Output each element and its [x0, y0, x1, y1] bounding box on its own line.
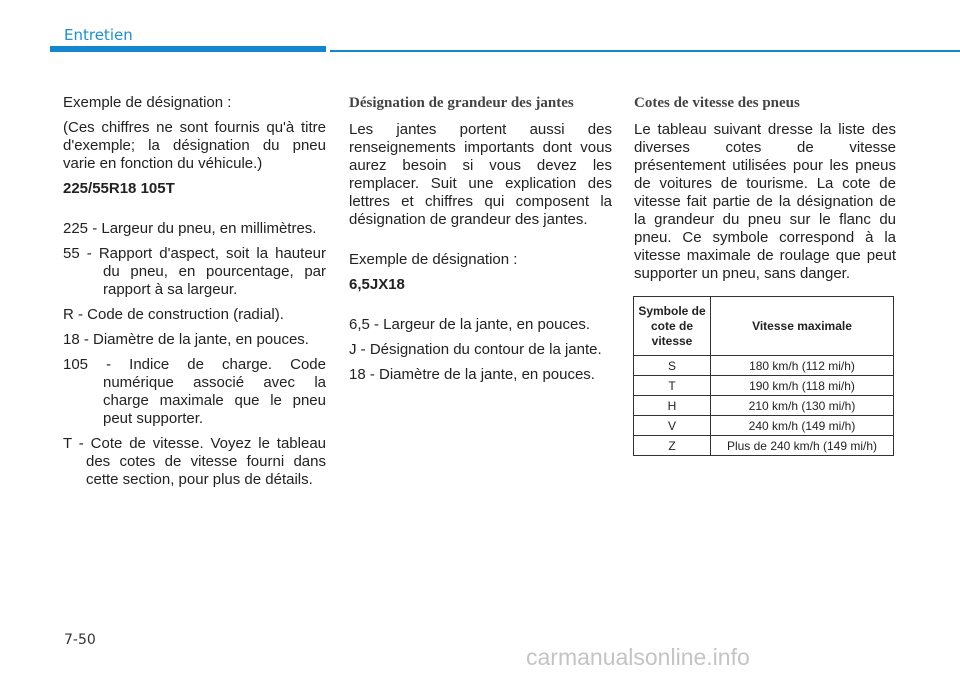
example-intro: Exemple de désignation :	[63, 94, 232, 111]
list-item: 225 - Largeur du pneu, en millimètres.	[63, 220, 317, 237]
column-speed-ratings	[634, 94, 896, 290]
table-row	[634, 376, 894, 396]
table-row	[634, 436, 894, 456]
watermark: carmanualsonline.info	[526, 644, 750, 670]
table-row	[634, 396, 894, 416]
column-tire-designation	[63, 94, 326, 496]
table-cell-symbol: S	[634, 356, 711, 376]
table-cell-speed: Plus de 240 km/h (149 mi/h)	[711, 436, 894, 456]
list-item: R - Code de construction (radial).	[63, 306, 284, 323]
table-cell-symbol: H	[634, 396, 711, 416]
rim-heading: Désignation de grandeur des jantes	[349, 95, 574, 111]
table-row	[634, 356, 894, 376]
header-rule-thick	[50, 46, 326, 52]
section-title: Entretien	[64, 26, 133, 44]
list-item: J - Désignation du contour de la jante.	[349, 341, 602, 358]
page-number: 7-50	[64, 632, 96, 648]
tire-code: 225/55R18 105T	[63, 180, 175, 197]
table-header-speed: Vitesse maximale	[711, 297, 894, 356]
list-item: T - Cote de vitesse. Voyez le tableau des cotes de vitesse fourni dans cette section, pour plus de détails.	[63, 435, 326, 488]
table-cell-speed: 210 km/h (130 mi/h)	[711, 396, 894, 416]
table-row	[634, 416, 894, 436]
table-cell-speed: 190 km/h (118 mi/h)	[711, 376, 894, 396]
table-cell-symbol: V	[634, 416, 711, 436]
list-item: 6,5 - Largeur de la jante, en pouces.	[349, 316, 590, 333]
table-cell-symbol: T	[634, 376, 711, 396]
table-header-symbol: Symbole de cote de vitesse	[634, 297, 711, 356]
example-note: (Ces chiffres ne sont fournis qu'à titre d'exemple; la désignation du pneu varie en fonction du véhicule.)	[63, 119, 326, 172]
speed-body: Le tableau suivant dresse la liste des diverses cotes de vitesse présentement utilisées pour les pneus de voitures de tourisme. La cote de vitesse fait partie de la désignation de la grandeur du pneu sur le flanc du pneu. Ce symbole correspond à la vitesse maximale de roulage que peut supporter un pneu, sans danger.	[634, 121, 896, 282]
list-item: 55 - Rapport d'aspect, soit la hauteur du pneu, en pourcentage, par rapport à sa largeur.	[63, 245, 326, 298]
list-item: 18 - Diamètre de la jante, en pouces.	[349, 366, 595, 383]
speed-rating-table	[633, 296, 894, 456]
rim-code: 6,5JX18	[349, 276, 405, 293]
list-item: 105 - Indice de charge. Code numérique associé avec la charge maximale que le pneu peut supporter.	[63, 356, 326, 427]
header-rule-thin	[330, 50, 960, 52]
table-cell-symbol: Z	[634, 436, 711, 456]
table-cell-speed: 180 km/h (112 mi/h)	[711, 356, 894, 376]
rim-example-intro: Exemple de désignation :	[349, 251, 518, 268]
rim-body: Les jantes portent aussi des renseignements importants dont vous aurez besoin si vous devez les remplacer. Suit une explication des lettres et chiffres qui composent la désignation de grandeur des jantes.	[349, 121, 612, 228]
column-rim-designation	[349, 94, 612, 391]
speed-heading: Cotes de vitesse des pneus	[634, 95, 800, 111]
table-cell-speed: 240 km/h (149 mi/h)	[711, 416, 894, 436]
list-item: 18 - Diamètre de la jante, en pouces.	[63, 331, 309, 348]
